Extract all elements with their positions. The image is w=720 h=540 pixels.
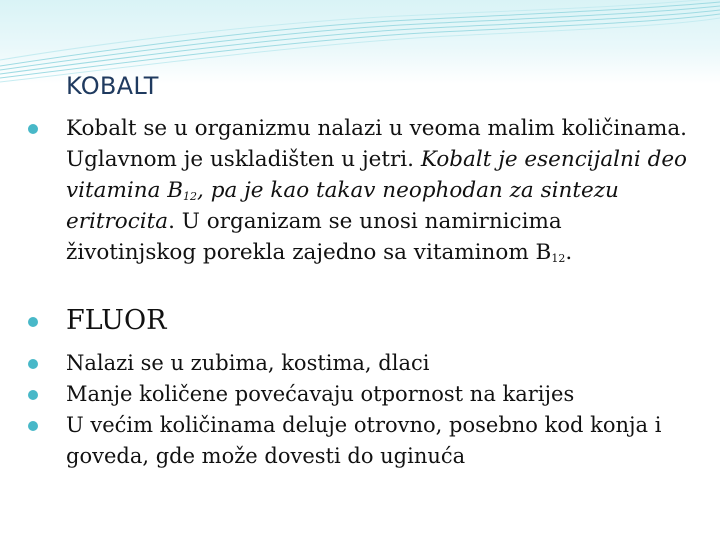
fluor-list-item bbox=[28, 348, 698, 379]
bullet-icon bbox=[28, 421, 38, 431]
bullet-icon bbox=[28, 359, 38, 369]
fluor-item-text: U većim količinama deluje otrovno, posebno kod konja i goveda, gde može dovesti do uginuća bbox=[66, 413, 662, 468]
kobalt-italic-part2: , pa je kao takav neophodan za sintezu eritrocita bbox=[66, 178, 619, 234]
fluor-heading bbox=[28, 302, 698, 340]
kobalt-text-part2: . U organizam se unosi namirnicima životinjskog porekla zajedno sa vitaminom B bbox=[66, 209, 562, 265]
kobalt-italic-subscript: 12 bbox=[183, 190, 198, 203]
bullet-icon bbox=[28, 124, 38, 134]
fluor-list-item bbox=[28, 379, 698, 410]
kobalt-text-part1: Kobalt se u organizmu nalazi u veoma malim količinama. Uglavnom je uskladišten u jetri. bbox=[66, 116, 688, 172]
slide-title: KOBALT bbox=[66, 72, 159, 100]
bullet-icon bbox=[28, 317, 38, 327]
kobalt-text-part3: . bbox=[565, 240, 573, 265]
kobalt-paragraph bbox=[28, 113, 698, 268]
fluor-list-item bbox=[28, 410, 698, 472]
fluor-heading-text: FLUOR bbox=[66, 305, 167, 336]
kobalt-subscript: 12 bbox=[551, 252, 566, 265]
slide-content bbox=[28, 113, 698, 472]
fluor-item-text: Manje količene povećavaju otpornost na karijes bbox=[66, 382, 575, 406]
bullet-icon bbox=[28, 390, 38, 400]
kobalt-italic-part1: Kobalt je esencijalni deo vitamina B bbox=[66, 147, 688, 203]
fluor-item-text: Nalazi se u zubima, kostima, dlaci bbox=[66, 351, 430, 375]
